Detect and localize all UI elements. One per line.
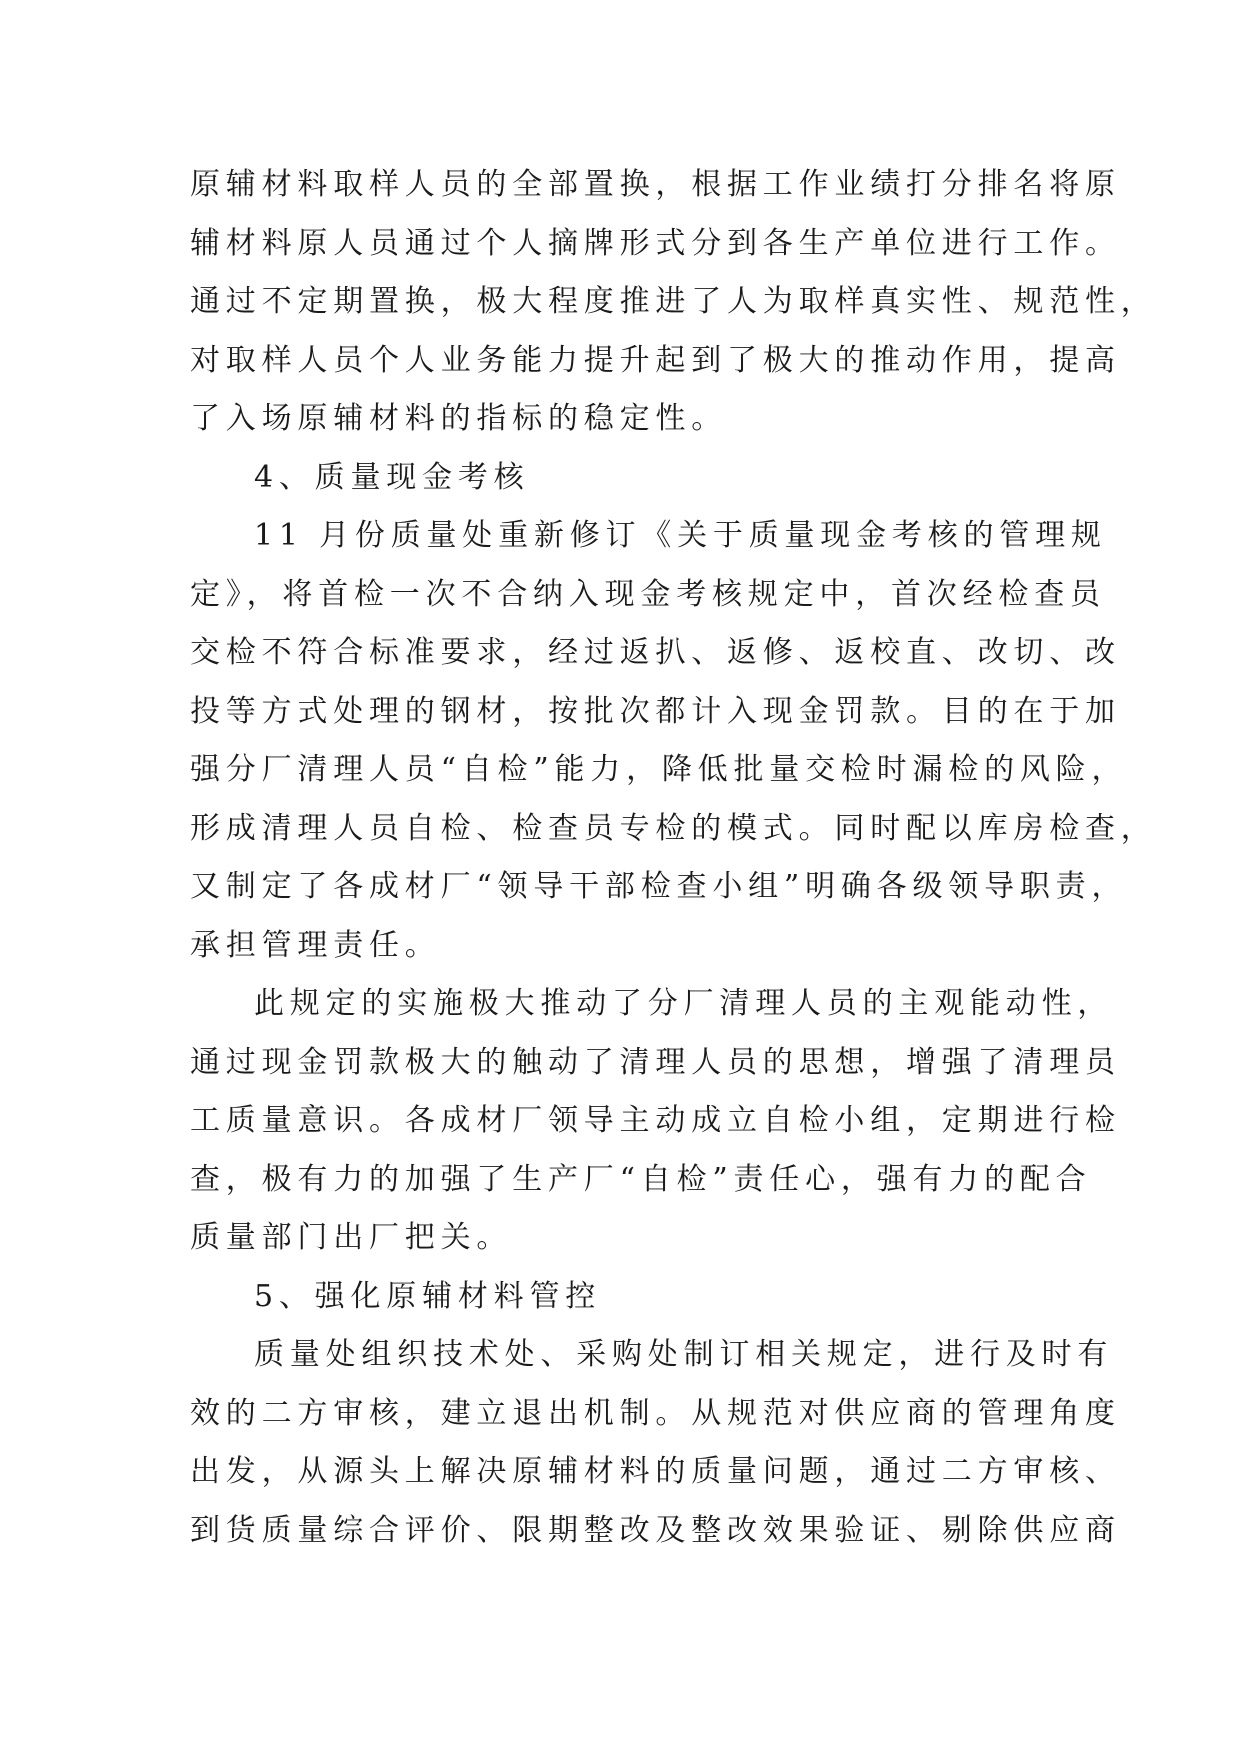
text-line: 此规定的实施极大推动了分厂清理人员的主观能动性， [254,986,1114,1021]
text-line: 到货质量综合评价、限期整改及整改效果验证、剔除供应商 [190,1512,1121,1548]
text-line: 投等方式处理的钢材，按批次都计入现金罚款。目的在于加 [190,693,1121,729]
section-heading-5: 5、强化原辅材料管控 [254,1278,602,1314]
text-line: 查，极有力的加强了生产厂“自检”责任心，强有力的配合 [190,1161,1092,1197]
body-text [190,156,1157,1560]
text-line: 原辅材料取样人员的全部置换，根据工作业绩打分排名将原 [190,167,1121,202]
text-line: 定》，将首检一次不合纳入现金考核规定中，首次经检查员 [190,576,1106,612]
text-line: 又制定了各成材厂“领导干部检查小组”明确各级领导职责， [190,869,1128,904]
text-line: 形成清理人员自检、检查员专检的模式。同时配以库房检查， [190,810,1157,846]
text-line: 了入场原辅材料的指标的稳定性。 [190,401,727,436]
text-line: 辅材料原人员通过个人摘牌形式分到各生产单位进行工作。 [190,225,1121,261]
text-line: 交检不符合标准要求，经过返扒、返修、返校直、改切、改 [190,635,1121,670]
text-line: 强分厂清理人员“自检”能力，降低批量交检时漏检的风险， [190,752,1128,787]
text-line: 通过不定期置换，极大程度推进了人为取样真实性、规范性， [190,284,1157,319]
text-line: 质量部门出厂把关。 [190,1220,513,1255]
text-line: 通过现金罚款极大的触动了清理人员的思想，增强了清理员 [190,1044,1121,1080]
section-heading-4: 4、质量现金考核 [254,459,530,495]
text-line: 工质量意识。各成材厂领导主动成立自检小组，定期进行检 [190,1103,1121,1138]
text-line: 对取样人员个人业务能力提升起到了极大的推动作用，提高 [190,342,1121,378]
text-line: 效的二方审核，建立退出机制。从规范对供应商的管理角度 [190,1395,1121,1431]
text-line: 11 月份质量处重新修订《关于质量现金考核的管理规 [254,518,1107,553]
text-line: 质量处组织技术处、采购处制订相关规定，进行及时有 [254,1337,1114,1372]
text-line: 承担管理责任。 [190,927,441,963]
text-line: 出发，从源头上解决原辅材料的质量问题，通过二方审核、 [190,1454,1121,1489]
